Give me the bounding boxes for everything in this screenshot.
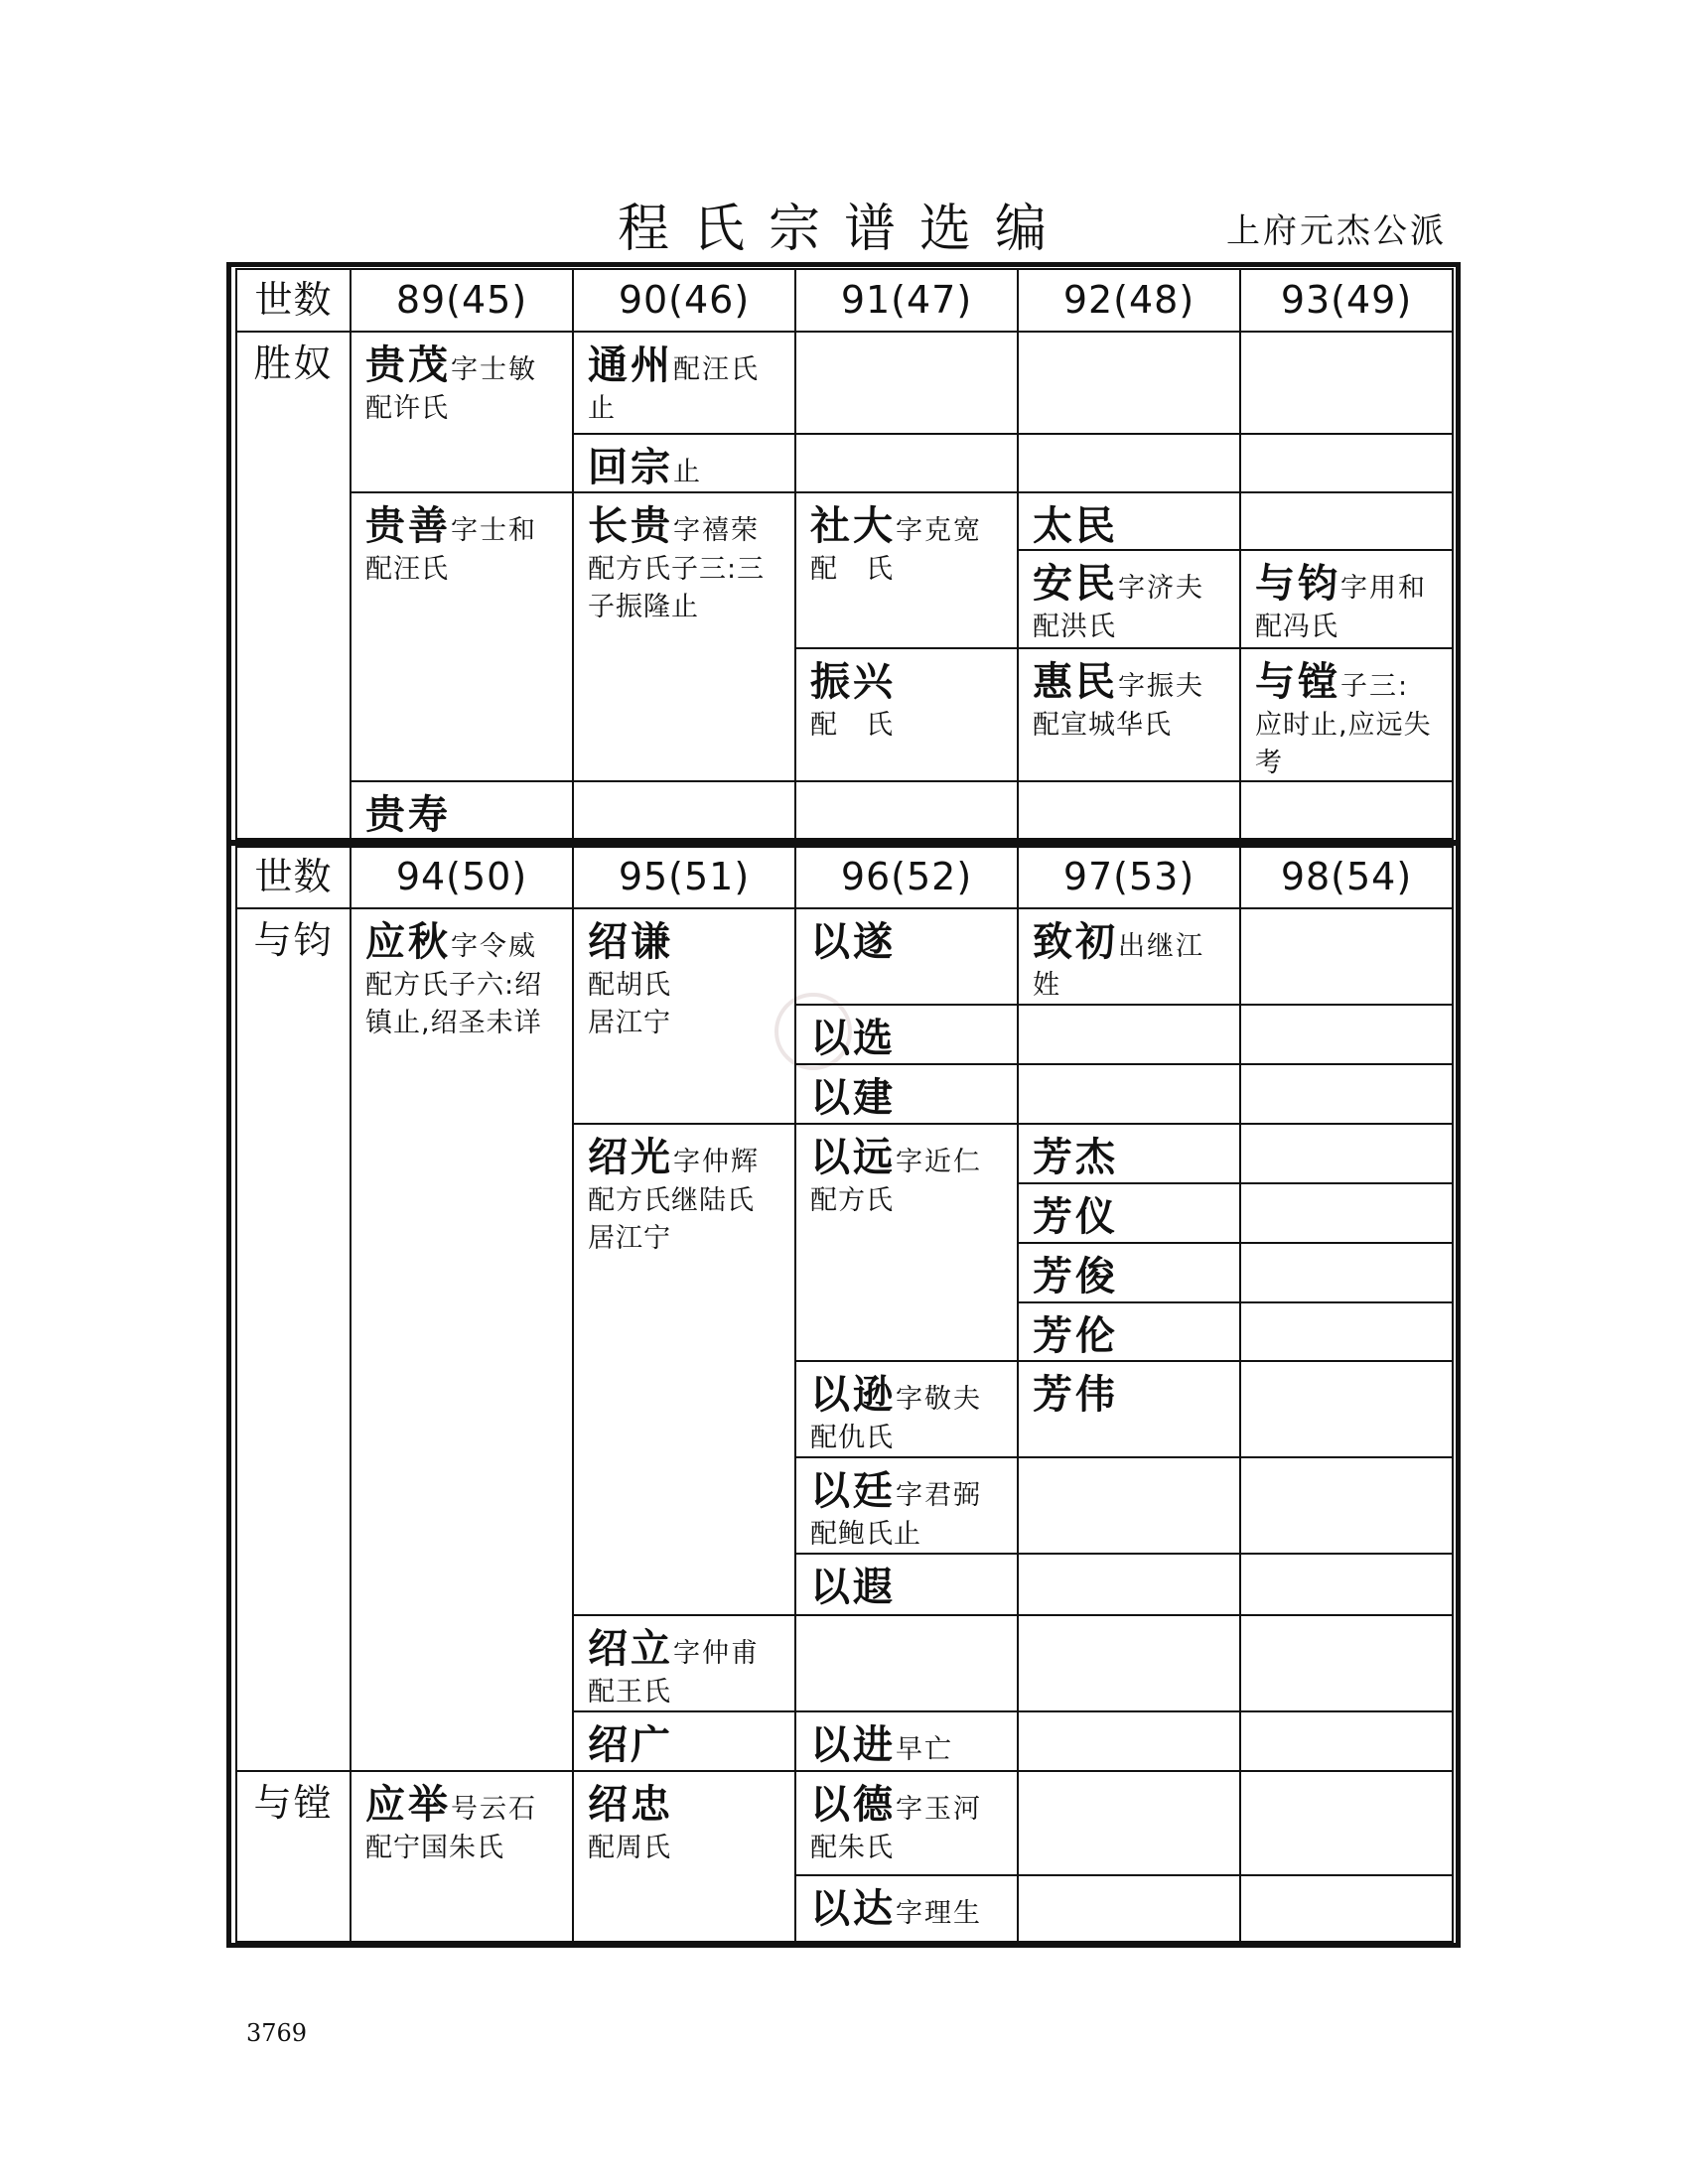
empty-cell (1017, 1063, 1241, 1125)
person-note: 字用和 (1340, 573, 1427, 604)
person-cell (350, 491, 574, 782)
generation-header: 97(53) (1017, 846, 1241, 909)
person-name: 惠民 (1033, 659, 1118, 705)
empty-cell (1017, 1614, 1241, 1712)
root-ancestor: 与镗 (235, 1770, 352, 1943)
person-detail: 配周氏 (588, 1833, 671, 1863)
empty-cell (794, 331, 1019, 435)
empty-cell (1239, 331, 1454, 435)
person-detail: 配宁国朱氏 (365, 1833, 504, 1863)
person-name: 致初 (1033, 919, 1118, 965)
generation-header: 94(50) (350, 846, 574, 909)
empty-cell (1017, 1710, 1241, 1772)
empty-cell (1239, 1182, 1454, 1244)
person-cell (1017, 549, 1241, 649)
person-detail: 配胡氏 (588, 970, 671, 1001)
person-detail: 配许氏 (365, 393, 449, 424)
person-detail: 配 氏 (810, 710, 894, 741)
person-name: 社大 (810, 503, 896, 549)
person-note: 字禧荣 (673, 515, 760, 546)
person-name: 绍谦 (588, 919, 673, 965)
person-note: 止 (673, 457, 702, 487)
person-note: 字令威 (451, 931, 537, 962)
person-name: 安民 (1033, 561, 1118, 607)
person-cell (794, 491, 1019, 649)
generation-header: 92(48) (1017, 268, 1241, 333)
person-detail: 配王氏 (588, 1677, 671, 1707)
empty-cell (1239, 1242, 1454, 1303)
person-cell (1017, 647, 1241, 782)
person-name: 以达 (810, 1886, 896, 1932)
person-detail: 应时止,应远失考 (1255, 710, 1432, 779)
empty-cell (794, 433, 1019, 493)
generation-header: 89(45) (350, 268, 574, 333)
person-detail: 配鲍氏止 (810, 1519, 921, 1550)
root-ancestor: 与钧 (235, 907, 352, 1772)
person-detail: 配方氏 (810, 1185, 894, 1216)
person-cell (1239, 549, 1454, 649)
page-title: 程氏宗谱选编 (617, 200, 1070, 259)
empty-cell (1239, 1004, 1454, 1065)
person-detail: 配方氏子六:绍镇止,绍圣未详 (365, 970, 543, 1039)
person-name: 贵寿 (365, 792, 451, 838)
person-name: 以德 (810, 1782, 896, 1828)
person-note: 字仲辉 (673, 1147, 760, 1177)
empty-cell (1239, 907, 1454, 1006)
person-cell (572, 1770, 796, 1943)
person-name: 芳杰 (1033, 1135, 1118, 1180)
empty-cell (794, 780, 1019, 840)
person-cell (1017, 1123, 1241, 1184)
person-name: 应举 (365, 1782, 451, 1828)
person-note: 字士和 (451, 515, 537, 546)
person-name: 振兴 (810, 659, 896, 705)
person-note: 字敬夫 (896, 1384, 982, 1415)
empty-cell (1239, 1063, 1454, 1125)
generation-header: 96(52) (794, 846, 1019, 909)
empty-cell (1017, 1874, 1241, 1943)
person-note: 字玉河 (896, 1794, 982, 1825)
empty-cell (1239, 1770, 1454, 1876)
person-cell (1017, 1242, 1241, 1303)
person-name: 芳仪 (1033, 1194, 1118, 1240)
person-cell (794, 1360, 1019, 1458)
person-name: 以廷 (810, 1468, 896, 1514)
empty-cell (1017, 780, 1241, 840)
person-cell (1017, 1182, 1241, 1244)
person-note: 字仲甫 (673, 1638, 760, 1669)
person-cell (1017, 907, 1241, 1006)
empty-cell (1017, 331, 1241, 435)
person-cell (1017, 1360, 1241, 1458)
person-note: 早亡 (896, 1734, 953, 1765)
person-cell (572, 1123, 796, 1616)
person-detail: 配冯氏 (1255, 612, 1338, 642)
person-detail: 配宣城华氏 (1033, 710, 1172, 741)
person-residence: 居江宁 (588, 1223, 671, 1255)
empty-cell (1017, 1456, 1241, 1555)
person-note: 字理生 (896, 1898, 982, 1929)
person-detail: 配汪氏 (365, 554, 449, 585)
person-name: 芳伦 (1033, 1313, 1118, 1359)
person-name: 通州 (588, 342, 673, 388)
generation-header: 95(51) (572, 846, 796, 909)
person-name: 回宗 (588, 445, 673, 490)
person-name: 绍立 (588, 1626, 673, 1672)
person-note: 配汪氏 (673, 354, 760, 385)
person-cell (350, 1770, 574, 1943)
person-note: 出继江 (1118, 931, 1204, 962)
person-name: 绍光 (588, 1135, 673, 1180)
empty-cell (1239, 780, 1454, 840)
person-name: 贵茂 (365, 342, 451, 388)
person-name: 长贵 (588, 503, 673, 549)
person-cell (572, 433, 796, 493)
person-name: 以建 (810, 1075, 896, 1121)
empty-cell (572, 780, 796, 840)
generation-header: 90(46) (572, 268, 796, 333)
empty-cell (1239, 491, 1454, 551)
person-cell (794, 907, 1019, 1006)
person-cell (794, 1553, 1019, 1616)
generation-header: 98(54) (1239, 846, 1454, 909)
person-name: 以选 (810, 1016, 896, 1061)
person-cell (572, 331, 796, 435)
person-cell (794, 1770, 1019, 1876)
person-cell (794, 1456, 1019, 1555)
person-detail: 止 (588, 393, 616, 424)
person-note: 号云石 (451, 1794, 537, 1825)
person-detail: 配方氏子三:三子振隆止 (588, 554, 766, 623)
generation-header: 91(47) (794, 268, 1019, 333)
person-name: 贵善 (365, 503, 451, 549)
person-residence: 居江宁 (588, 1008, 671, 1039)
person-detail: 配 氏 (810, 554, 894, 585)
person-cell (1239, 647, 1454, 782)
person-note: 字近仁 (896, 1147, 982, 1177)
empty-cell (1239, 1123, 1454, 1184)
person-cell (794, 1710, 1019, 1772)
empty-cell (1017, 1553, 1241, 1616)
person-name: 与钧 (1255, 561, 1340, 607)
person-cell (1017, 1301, 1241, 1362)
empty-cell (1017, 433, 1241, 493)
person-name: 以远 (810, 1135, 896, 1180)
empty-cell (794, 1614, 1019, 1712)
empty-cell (1239, 1710, 1454, 1772)
person-cell (794, 1063, 1019, 1125)
person-cell (350, 780, 574, 840)
generation-label: 世数 (235, 268, 352, 333)
empty-cell (1239, 433, 1454, 493)
empty-cell (1239, 1614, 1454, 1712)
person-name: 以进 (810, 1722, 896, 1768)
person-cell (794, 1004, 1019, 1065)
person-detail: 配朱氏 (810, 1833, 894, 1863)
person-name: 以逊 (810, 1372, 896, 1418)
empty-cell (1017, 1770, 1241, 1876)
person-name: 绍忠 (588, 1782, 673, 1828)
empty-cell (1239, 1553, 1454, 1616)
root-ancestor: 胜奴 (235, 331, 352, 840)
person-name: 太民 (1033, 503, 1118, 549)
empty-cell (1239, 1456, 1454, 1555)
person-name: 芳伟 (1033, 1372, 1118, 1418)
person-note: 子三: (1340, 671, 1410, 702)
person-name: 与镗 (1255, 659, 1340, 705)
branch-name: 上府元杰公派 (1226, 211, 1447, 251)
person-name: 以遐 (810, 1565, 896, 1610)
person-cell (1017, 491, 1241, 551)
person-note: 字君弼 (896, 1480, 982, 1511)
empty-cell (1239, 1301, 1454, 1362)
page-number: 3769 (246, 2019, 308, 2047)
person-cell (572, 1614, 796, 1712)
person-cell (794, 647, 1019, 782)
person-detail: 配洪氏 (1033, 612, 1116, 642)
person-cell (572, 1710, 796, 1772)
person-cell (572, 907, 796, 1125)
person-note: 字济夫 (1118, 573, 1204, 604)
generation-label: 世数 (235, 846, 352, 909)
person-name: 绍广 (588, 1722, 673, 1768)
person-name: 应秋 (365, 919, 451, 965)
person-name: 以遂 (810, 919, 896, 965)
person-cell (350, 907, 574, 1772)
person-name: 芳俊 (1033, 1254, 1118, 1299)
person-note: 字士敏 (451, 354, 537, 385)
empty-cell (1239, 1360, 1454, 1458)
person-cell (794, 1874, 1019, 1943)
person-detail: 配方氏继陆氏 (588, 1185, 755, 1216)
person-cell (572, 491, 796, 782)
person-note: 字克宽 (896, 515, 982, 546)
person-detail: 配仇氏 (810, 1423, 894, 1453)
empty-cell (1017, 1004, 1241, 1065)
person-note: 字振夫 (1118, 671, 1204, 702)
empty-cell (1239, 1874, 1454, 1943)
person-cell (794, 1123, 1019, 1362)
person-detail: 姓 (1033, 970, 1060, 1001)
generation-header: 93(49) (1239, 268, 1454, 333)
person-cell (350, 331, 574, 493)
